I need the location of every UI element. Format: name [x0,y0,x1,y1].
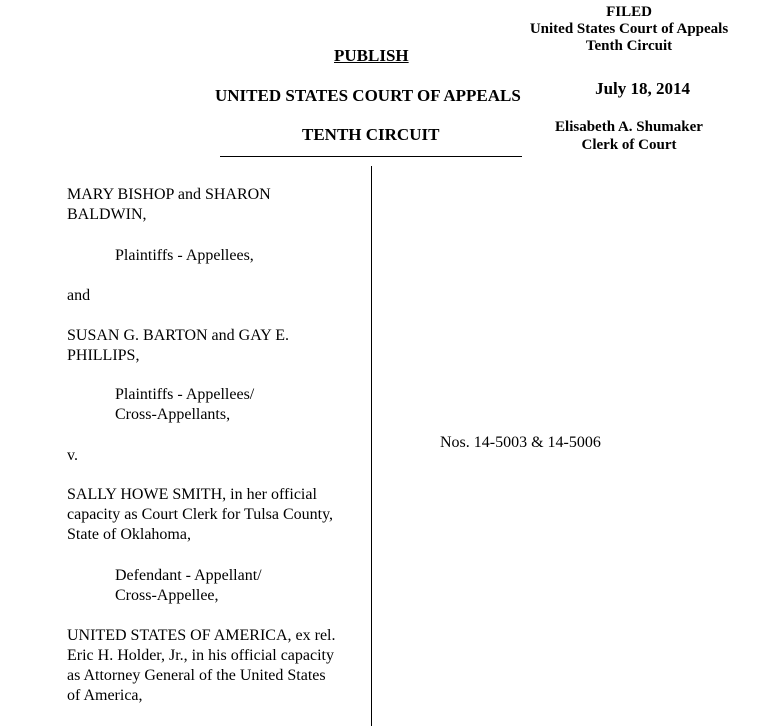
publish-heading: PUBLISH [334,46,409,65]
caption-divider [371,166,372,726]
role-plaintiffs-appellees: Plaintiffs - Appellees, [115,247,254,264]
clerk-title: Clerk of Court [581,137,677,153]
court-heading: UNITED STATES COURT OF APPEALS [215,86,521,105]
versus: v. [67,447,78,464]
stamp-court: United States Court of Appeals [529,21,729,37]
party-barton-phillips: SUSAN G. BARTON and GAY E. PHILLIPS, [67,327,290,364]
filed-label: FILED [606,4,652,20]
party-united-states: UNITED STATES OF AMERICA, ex rel. Eric H. Holder, Jr., in his official capacity as Attorney General of the United States of America, [67,627,336,704]
party-bishop-baldwin: MARY BISHOP and SHARON BALDWIN, [67,186,271,223]
filed-date: July 18, 2014 [595,79,690,98]
role-defendant-appellant: Defendant - Appellant/ Cross-Appellee, [115,567,262,604]
header-rule [220,156,522,157]
clerk-block [514,118,744,154]
stamp-circuit: Tenth Circuit [585,38,673,54]
role-plaintiffs-cross-appellants: Plaintiffs - Appellees/ Cross-Appellants, [115,386,255,423]
case-numbers: Nos. 14-5003 & 14-5006 [440,434,601,451]
circuit-heading: TENTH CIRCUIT [302,125,440,144]
clerk-name: Elisabeth A. Shumaker [555,119,703,135]
party-smith: SALLY HOWE SMITH, in her official capacity as Court Clerk for Tulsa County, State of Oklahoma, [67,486,334,543]
filed-stamp [514,4,744,55]
and-connector: and [67,287,91,304]
